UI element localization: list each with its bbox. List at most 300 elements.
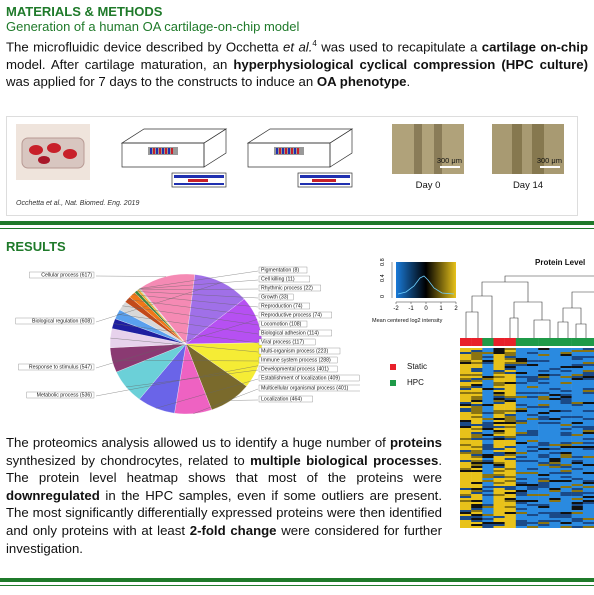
- heatmap-cell: [527, 352, 538, 354]
- heatmap-group-cell: [538, 338, 549, 346]
- heatmap-cell: [583, 374, 594, 376]
- heatmap-cell: [505, 420, 516, 422]
- heatmap-cell: [583, 436, 594, 438]
- pie-chart: [0, 258, 360, 430]
- heatmap-cell: [460, 490, 471, 492]
- text: synthesized by chondrocytes, related to: [6, 452, 251, 468]
- heatmap-cell: [561, 406, 572, 408]
- heatmap-cell: [549, 520, 560, 522]
- heatmap-cell: [460, 514, 471, 516]
- heatmap-cell: [561, 456, 572, 458]
- heatmap-cell: [505, 434, 516, 436]
- heatmap-cell: [538, 366, 549, 368]
- heatmap-cell: [561, 508, 572, 510]
- heatmap-cell: [561, 412, 572, 414]
- heatmap-cell: [527, 448, 538, 450]
- heatmap-cell: [482, 366, 493, 368]
- heatmap-cell: [549, 474, 560, 476]
- heatmap-cell: [494, 396, 505, 398]
- heatmap-cell: [527, 402, 538, 404]
- heatmap-cell: [516, 412, 527, 414]
- heatmap-cell: [527, 460, 538, 462]
- heatmap-cell: [549, 486, 560, 488]
- heatmap-cell: [505, 382, 516, 384]
- heatmap-cell: [561, 524, 572, 526]
- heatmap-cell: [538, 520, 549, 522]
- heatmap-cell: [572, 402, 583, 404]
- heatmap-cell: [482, 384, 493, 386]
- heatmap-cell: [538, 388, 549, 390]
- heatmap-cell: [471, 514, 482, 516]
- colorkey-ytick: 0.8: [380, 258, 386, 266]
- heatmap-cell: [471, 476, 482, 478]
- heatmap-cell: [482, 374, 493, 376]
- heatmap-cell: [527, 494, 538, 496]
- heatmap-cell: [583, 380, 594, 382]
- heatmap-cell: [583, 376, 594, 378]
- heatmap-cell: [460, 438, 471, 440]
- heatmap-cell: [516, 366, 527, 368]
- heatmap-cell: [482, 418, 493, 420]
- heatmap-cell: [460, 352, 471, 354]
- heatmap-cell: [538, 430, 549, 432]
- day0-label: Day 0: [415, 180, 441, 191]
- heatmap-cell: [549, 356, 560, 358]
- heatmap-cell: [561, 354, 572, 356]
- heatmap-cell: [538, 392, 549, 394]
- heatmap-cell: [471, 360, 482, 362]
- heatmap-cell: [505, 432, 516, 434]
- text: . The protein level heatmap shows that most of the proteins were: [6, 452, 442, 486]
- heatmap-cell: [538, 492, 549, 494]
- text: The microfluidic device described by Occhetta: [6, 39, 284, 55]
- device-drawing: [118, 123, 230, 193]
- heatmap-cell: [460, 364, 471, 366]
- heatmap-cell: [538, 422, 549, 424]
- heatmap-cell: [549, 444, 560, 446]
- heatmap-cell: [482, 490, 493, 492]
- heatmap-cell: [460, 502, 471, 504]
- heatmap-cell: [549, 508, 560, 510]
- heatmap-cell: [583, 404, 594, 406]
- heatmap-cell: [460, 460, 471, 462]
- heatmap-cell: [583, 474, 594, 476]
- heatmap-cell: [471, 442, 482, 444]
- heatmap-cell: [494, 414, 505, 416]
- heatmap-cell: [538, 358, 549, 360]
- heatmap-cell: [549, 522, 560, 524]
- heatmap-cell: [583, 406, 594, 408]
- heatmap-cell: [538, 418, 549, 420]
- heatmap-cell: [471, 444, 482, 446]
- pie-label: Biological regulation (608): [32, 318, 92, 325]
- pie-label: Developmental process (401): [261, 366, 329, 373]
- heatmap-cell: [527, 466, 538, 468]
- heatmap-cell: [516, 512, 527, 514]
- heatmap-cell: [549, 414, 560, 416]
- heatmap-cell: [538, 352, 549, 354]
- text: was applied for 7 days to the constructs to induce an: [6, 74, 317, 90]
- heatmap-cell: [516, 364, 527, 366]
- text: was used to recapitulate a: [316, 39, 482, 55]
- heatmap-cell: [561, 426, 572, 428]
- heatmap-cell: [505, 488, 516, 490]
- heatmap-cell: [572, 470, 583, 472]
- heatmap-cell: [583, 366, 594, 368]
- heatmap-cell: [482, 400, 493, 402]
- heatmap-cell: [549, 400, 560, 402]
- heatmap-cell: [482, 472, 493, 474]
- heatmap-cell: [583, 450, 594, 452]
- heatmap-cell: [561, 484, 572, 486]
- heatmap-cell: [460, 482, 471, 484]
- heatmap-cell: [583, 446, 594, 448]
- heatmap-cell: [572, 520, 583, 522]
- heatmap-cell: [494, 444, 505, 446]
- day14-label: Day 14: [512, 180, 544, 191]
- heatmap-cell: [505, 378, 516, 380]
- heatmap-cell: [516, 486, 527, 488]
- heatmap-cell: [583, 482, 594, 484]
- heatmap-cell: [482, 392, 493, 394]
- heatmap-cell: [538, 370, 549, 372]
- heatmap-cell: [527, 520, 538, 522]
- heatmap-cell: [583, 476, 594, 478]
- heatmap-cell: [549, 524, 560, 526]
- heatmap-cell: [494, 350, 505, 352]
- heatmap-cell: [494, 442, 505, 444]
- heatmap-cell: [460, 356, 471, 358]
- heatmap-cell: [516, 426, 527, 428]
- heatmap-cell: [460, 416, 471, 418]
- heatmap-cell: [583, 354, 594, 356]
- heatmap-cell: [538, 444, 549, 446]
- heatmap-cell: [505, 348, 516, 350]
- heatmap-cell: [516, 348, 527, 350]
- heatmap-cell: [505, 356, 516, 358]
- heatmap-cell: [527, 526, 538, 528]
- heatmap-cell: [505, 478, 516, 480]
- heatmap-cell: [482, 454, 493, 456]
- heatmap-cell: [471, 494, 482, 496]
- heatmap-cell: [482, 406, 493, 408]
- heatmap-cell: [482, 520, 493, 522]
- heatmap-cell: [482, 466, 493, 468]
- heatmap-cell: [471, 510, 482, 512]
- heatmap-cell: [460, 498, 471, 500]
- heatmap-cell: [460, 396, 471, 398]
- heatmap-cell: [505, 524, 516, 526]
- heatmap-cell: [527, 452, 538, 454]
- heatmap-cell: [549, 484, 560, 486]
- heatmap-cell: [538, 364, 549, 366]
- heatmap-cell: [460, 470, 471, 472]
- heatmap-cell: [572, 348, 583, 350]
- heatmap-cell: [527, 372, 538, 374]
- heatmap-cell: [505, 446, 516, 448]
- heatmap-cell: [505, 350, 516, 352]
- heatmap-cell: [516, 386, 527, 388]
- heatmap-cell: [583, 394, 594, 396]
- heatmap-cell: [583, 402, 594, 404]
- text-bold: cartilage on-chip: [481, 39, 588, 55]
- heatmap-cell: [572, 360, 583, 362]
- heatmap-cell: [549, 430, 560, 432]
- heatmap-cell: [516, 448, 527, 450]
- heatmap-cell: [516, 394, 527, 396]
- heatmap-cell: [583, 416, 594, 418]
- heatmap-cell: [516, 482, 527, 484]
- heatmap-cell: [516, 406, 527, 408]
- heatmap-cell: [494, 472, 505, 474]
- heatmap-cell: [505, 424, 516, 426]
- heatmap-cell: [572, 400, 583, 402]
- heatmap-cell: [549, 370, 560, 372]
- heatmap-cell: [572, 512, 583, 514]
- heatmap-cell: [538, 416, 549, 418]
- heatmap-cell: [471, 358, 482, 360]
- heatmap-cell: [460, 518, 471, 520]
- heatmap-cell: [516, 432, 527, 434]
- heatmap-cell: [460, 384, 471, 386]
- heatmap-cell: [460, 412, 471, 414]
- heatmap-cell: [482, 442, 493, 444]
- heatmap-cell: [572, 392, 583, 394]
- heatmap-cell: [494, 486, 505, 488]
- heatmap-cell: [494, 434, 505, 436]
- heatmap-cell: [494, 516, 505, 518]
- heatmap-cell: [471, 378, 482, 380]
- heatmap-cell: [561, 504, 572, 506]
- heatmap-cell: [583, 396, 594, 398]
- heatmap-cell: [561, 350, 572, 352]
- heatmap-cell: [494, 378, 505, 380]
- heatmap-cell: [505, 462, 516, 464]
- heatmap-cell: [516, 436, 527, 438]
- heatmap-cell: [572, 450, 583, 452]
- heatmap-cell: [538, 378, 549, 380]
- heatmap-cell: [538, 424, 549, 426]
- heatmap-cell: [572, 446, 583, 448]
- heatmap-cell: [527, 418, 538, 420]
- heatmap-cell: [538, 372, 549, 374]
- heatmap-cell: [561, 478, 572, 480]
- heatmap-cell: [527, 472, 538, 474]
- heatmap-cell: [527, 456, 538, 458]
- heatmap-cell: [561, 424, 572, 426]
- heatmap-cell: [549, 404, 560, 406]
- heatmap-cell: [583, 458, 594, 460]
- heatmap-cell: [460, 374, 471, 376]
- heatmap-cell: [460, 378, 471, 380]
- heatmap-cell: [572, 524, 583, 526]
- heatmap-cell: [538, 348, 549, 350]
- heatmap-cell: [561, 372, 572, 374]
- heatmap-cell: [572, 350, 583, 352]
- heatmap-cell: [572, 516, 583, 518]
- heatmap-cell: [572, 384, 583, 386]
- heatmap-cell: [471, 356, 482, 358]
- heatmap-cell: [460, 508, 471, 510]
- heatmap-cell: [460, 358, 471, 360]
- heatmap-cell: [482, 506, 493, 508]
- heatmap-cell: [516, 492, 527, 494]
- heatmap-cell: [460, 452, 471, 454]
- heatmap-cell: [561, 500, 572, 502]
- heatmap-cell: [516, 372, 527, 374]
- heatmap-cell: [516, 382, 527, 384]
- heatmap-cell: [549, 368, 560, 370]
- heatmap-cell: [572, 398, 583, 400]
- heatmap-cell: [471, 456, 482, 458]
- heatmap-cell: [549, 362, 560, 364]
- heatmap-cell: [549, 482, 560, 484]
- heatmap-cell: [505, 384, 516, 386]
- heatmap-cell: [494, 524, 505, 526]
- heatmap-cell: [460, 410, 471, 412]
- heatmap-cell: [561, 428, 572, 430]
- heatmap-cell: [527, 392, 538, 394]
- heatmap-cell: [494, 374, 505, 376]
- heatmap-cell: [583, 398, 594, 400]
- heatmap-cell: [538, 500, 549, 502]
- heatmap-cell: [494, 522, 505, 524]
- text: in the HPC samples, even if some outliers are present. The most significantly differentially expressed proteins were then identified and only proteins with at least: [6, 487, 442, 538]
- heatmap-cell: [494, 500, 505, 502]
- heatmap-cell: [527, 492, 538, 494]
- heatmap-cell: [460, 432, 471, 434]
- device-drawing: [244, 123, 356, 193]
- heatmap-cell: [505, 426, 516, 428]
- heatmap-cell: [538, 368, 549, 370]
- heatmap-cell: [494, 424, 505, 426]
- heatmap-cell: [572, 430, 583, 432]
- heatmap-cell: [527, 464, 538, 466]
- heatmap-cell: [538, 434, 549, 436]
- heatmap-cell: [505, 506, 516, 508]
- heatmap-cell: [561, 476, 572, 478]
- heatmap-cell: [527, 350, 538, 352]
- heatmap-cell: [549, 438, 560, 440]
- heatmap-cell: [516, 510, 527, 512]
- heatmap-cell: [538, 490, 549, 492]
- heatmap-cell: [527, 424, 538, 426]
- heatmap-cell: [549, 498, 560, 500]
- heatmap-cell: [505, 430, 516, 432]
- heatmap-cell: [516, 498, 527, 500]
- heatmap-cell: [583, 420, 594, 422]
- heatmap-cell: [471, 418, 482, 420]
- heatmap-cell: [505, 388, 516, 390]
- heatmap-cell: [538, 464, 549, 466]
- heatmap-cell: [471, 506, 482, 508]
- heatmap-cell: [538, 480, 549, 482]
- text: The proteomics analysis allowed us to identify a huge number of: [6, 435, 390, 450]
- heatmap-cell: [494, 362, 505, 364]
- heatmap-cell: [549, 390, 560, 392]
- heatmap-cell: [561, 494, 572, 496]
- heatmap-cell: [505, 448, 516, 450]
- heatmap-cell: [538, 354, 549, 356]
- heatmap-cell: [482, 422, 493, 424]
- heatmap-cell: [471, 408, 482, 410]
- heatmap-cell: [583, 468, 594, 470]
- heatmap-cell: [505, 498, 516, 500]
- heatmap-cell: [460, 512, 471, 514]
- heatmap-cell: [494, 462, 505, 464]
- heatmap-cell: [482, 398, 493, 400]
- footer-divider-thin: [0, 585, 594, 586]
- heatmap-cell: [549, 394, 560, 396]
- heatmap-cell: [460, 414, 471, 416]
- heatmap-cell: [516, 434, 527, 436]
- heatmap-cell: [460, 474, 471, 476]
- colorkey-ytick: 0: [380, 294, 386, 298]
- heatmap-cell: [471, 406, 482, 408]
- heatmap-cell: [494, 452, 505, 454]
- heatmap-cell: [538, 414, 549, 416]
- heatmap-cell: [460, 418, 471, 420]
- heatmap-cell: [482, 426, 493, 428]
- heatmap-cell: [583, 360, 594, 362]
- heatmap-group-cell: [494, 338, 505, 346]
- heatmap-cell: [505, 492, 516, 494]
- text-italic: et al.: [283, 39, 313, 55]
- heatmap-cell: [538, 356, 549, 358]
- heatmap-cell: [482, 476, 493, 478]
- heatmap-cell: [538, 428, 549, 430]
- heatmap-cell: [561, 384, 572, 386]
- heatmap-cell: [460, 468, 471, 470]
- heatmap-cell: [482, 428, 493, 430]
- heatmap-cell: [471, 490, 482, 492]
- heatmap-cell: [482, 350, 493, 352]
- heatmap-cell: [549, 432, 560, 434]
- pie-label: Immune system process (288): [261, 357, 331, 364]
- heatmap-cell: [471, 460, 482, 462]
- heatmap-cell: [471, 512, 482, 514]
- heatmap-cell: [482, 488, 493, 490]
- heatmap-cell: [471, 480, 482, 482]
- heatmap-cell: [482, 492, 493, 494]
- heatmap-cell: [572, 364, 583, 366]
- heatmap-cell: [549, 440, 560, 442]
- heatmap-cell: [505, 472, 516, 474]
- heatmap-cell: [516, 454, 527, 456]
- heatmap-cell: [516, 516, 527, 518]
- heatmap-cell: [471, 468, 482, 470]
- heatmap-cell: [583, 352, 594, 354]
- heatmap-cell: [505, 394, 516, 396]
- heatmap-cell: [482, 500, 493, 502]
- heatmap-cell: [505, 406, 516, 408]
- heatmap-group-cell: [583, 338, 594, 346]
- heatmap-cell: [494, 478, 505, 480]
- heatmap-cell: [549, 412, 560, 414]
- heatmap-cell: [561, 356, 572, 358]
- heatmap-cell: [527, 348, 538, 350]
- heatmap-cell: [460, 522, 471, 524]
- heatmap-cell: [538, 412, 549, 414]
- heatmap-cell: [527, 420, 538, 422]
- heatmap-cell: [471, 450, 482, 452]
- heatmap-cell: [549, 360, 560, 362]
- heatmap-cell: [572, 514, 583, 516]
- heatmap-cell: [471, 432, 482, 434]
- heatmap-cell: [583, 516, 594, 518]
- heatmap-cell: [572, 416, 583, 418]
- heatmap-cell: [471, 508, 482, 510]
